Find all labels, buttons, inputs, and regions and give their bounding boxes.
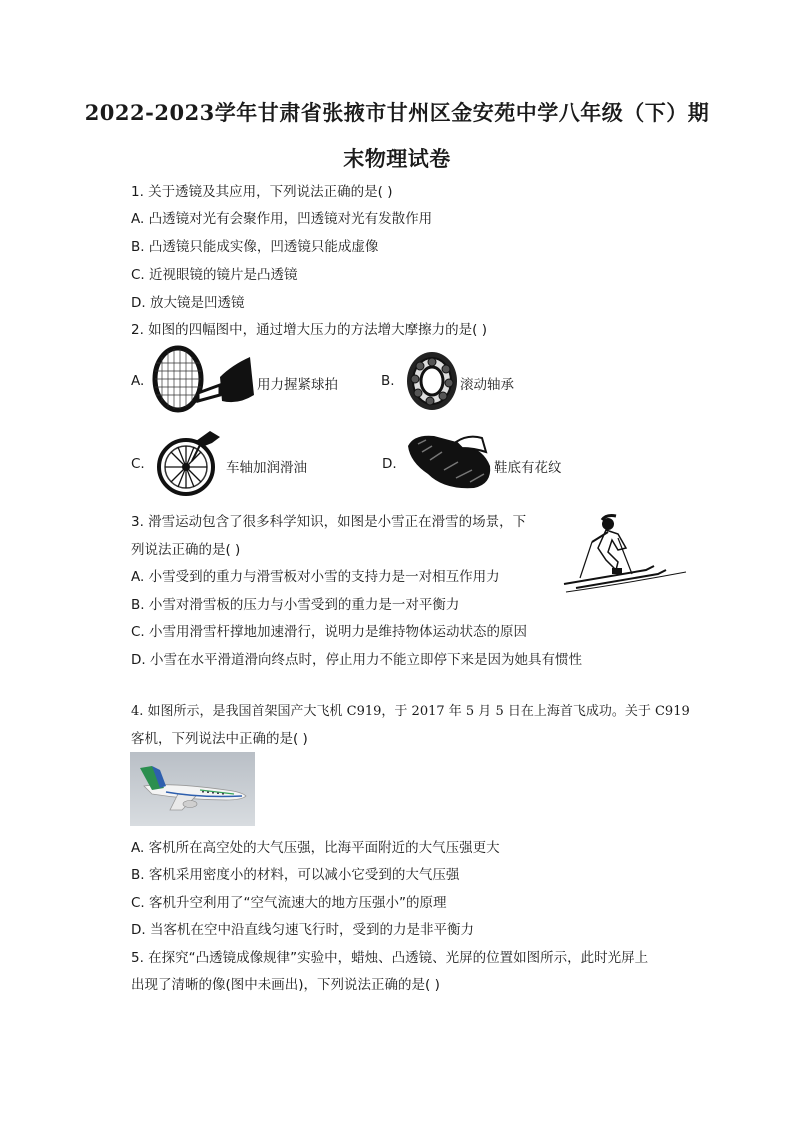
q4-stem-line2: 客机，下列说法中正确的是( ) — [131, 731, 308, 747]
q2-option-c-letter: C. — [131, 456, 145, 472]
q3-stem-line1: 3. 滑雪运动包含了很多科学知识，如图是小雪正在滑雪的场景，下 — [131, 514, 527, 530]
q1-option-c: C. 近视眼镜的镜片是凸透镜 — [131, 267, 298, 283]
q3-option-c: C. 小雪用滑雪杆撑地加速滑行，说明力是维持物体运动状态的原因 — [131, 624, 528, 640]
q3-option-a: A. 小雪受到的重力与滑雪板对小雪的支持力是一对相互作用力 — [131, 569, 500, 585]
q4-option-a: A. 客机所在高空处的大气压强，比海平面附近的大气压强更大 — [131, 840, 500, 856]
q2-option-d-letter: D. — [382, 456, 397, 472]
q2-option-c-label: 车轴加润滑油 — [226, 460, 307, 476]
q4-option-d: D. 当客机在空中沿直线匀速飞行时，受到的力是非平衡力 — [131, 922, 474, 938]
page-title-line1: 2022-2023学年甘肃省张掖市甘州区金安苑中学八年级（下）期 — [84, 100, 710, 125]
q1-option-b: B. 凸透镜只能成实像，凹透镜只能成虚像 — [131, 239, 379, 255]
q2-option-d-label: 鞋底有花纹 — [494, 460, 562, 476]
q1-stem: 1. 关于透镜及其应用，下列说法正确的是( ) — [131, 184, 393, 200]
c919-airplane-photo — [130, 752, 255, 826]
ball-bearing-icon — [404, 350, 460, 412]
q2-option-a-label: 用力握紧球拍 — [257, 377, 338, 393]
q2-option-a-letter: A. — [131, 373, 145, 389]
q3-stem-line2: 列说法正确的是( ) — [131, 542, 241, 558]
q2-stem: 2. 如图的四幅图中，通过增大压力的方法增大摩擦力的是( ) — [131, 322, 487, 338]
q4-stem-line1: 4. 如图所示，是我国首架国产大飞机 C919，于 2017 年 5 月 5 日在上海首飞成功。关于 C919 — [131, 704, 690, 719]
skier-icon — [562, 512, 690, 594]
q5-stem-line1: 5. 在探究“凸透镜成像规律”实验中，蜡烛、凸透镜、光屏的位置如图所示，此时光屏上 — [131, 950, 649, 966]
bicycle-wheel-icon — [152, 427, 224, 497]
page-title-line2: 末物理试卷 — [343, 146, 451, 171]
q2-option-b-label: 滚动轴承 — [460, 377, 514, 393]
q2-option-b-letter: B. — [381, 373, 395, 389]
q1-option-a: A. 凸透镜对光有会聚作用，凹透镜对光有发散作用 — [131, 211, 433, 227]
q3-option-d: D. 小雪在水平滑道滑向终点时，停止用力不能立即停下来是因为她具有惯性 — [131, 652, 582, 668]
q3-option-b: B. 小雪对滑雪板的压力与小雪受到的重力是一对平衡力 — [131, 597, 460, 613]
tennis-racket-icon — [150, 345, 258, 417]
q4-option-b: B. 客机采用密度小的材料，可以减小它受到的大气压强 — [131, 867, 460, 883]
q1-option-d: D. 放大镜是凹透镜 — [131, 295, 245, 311]
q5-stem-line2: 出现了清晰的像(图中未画出)，下列说法正确的是( ) — [131, 977, 440, 993]
q4-option-c: C. 客机升空利用了“空气流速大的地方压强小”的原理 — [131, 895, 447, 911]
shoe-sole-icon — [404, 432, 494, 492]
